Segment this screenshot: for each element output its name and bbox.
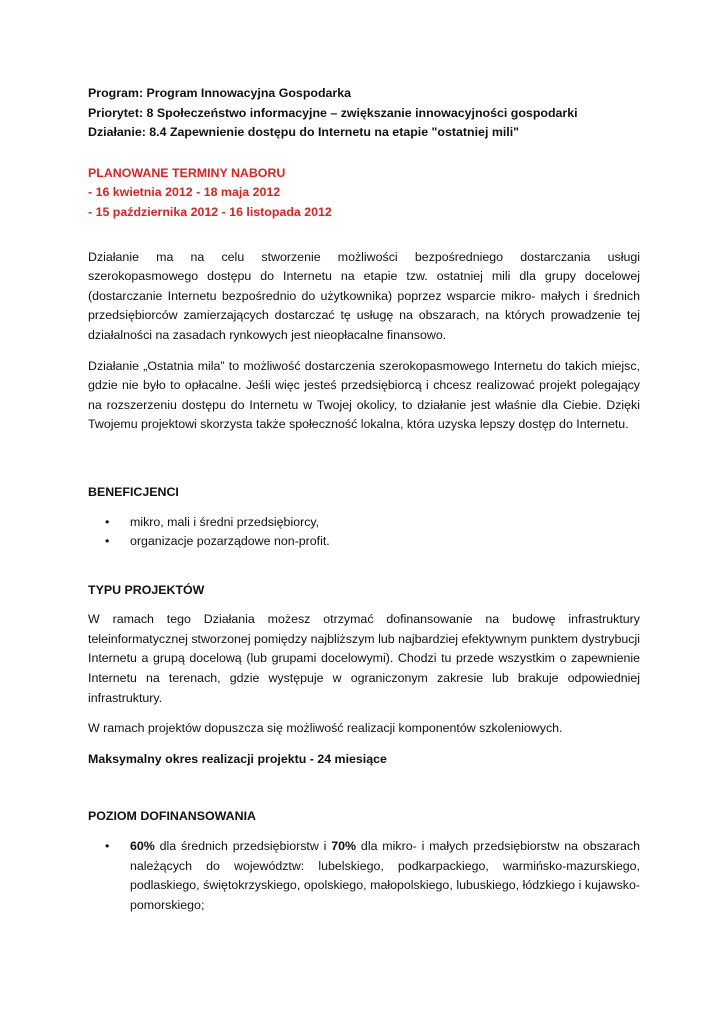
- project-types-paragraph-1: W ramach tego Działania możesz otrzymać dofinansowanie na budowę infrastruktury teleinformatycznej stworzonej pomiędzy najbliższym lub najbardziej efektywnym punktem dystrybucji Internetu a grupą docelową (lub grupami docelowymi). Chodzi tu przede wszystkim o zapewnienie Internetu na terenach, gdzie występuje w ograniczonym zakresie lub brakuje odpowiedniej infrastruktury.: [88, 612, 640, 705]
- beneficiaries-list: [88, 513, 640, 552]
- funding-percent-small: 70%: [331, 839, 357, 854]
- program-line: Program: Program Innowacyjna Gospodarka: [88, 86, 352, 100]
- list-item: [88, 532, 640, 552]
- recruitment-term-1: - 16 kwietnia 2012 - 18 maja 2012: [88, 185, 281, 200]
- list-item: [88, 513, 640, 533]
- list-item-text: organizacje pozarządowe non-profit.: [130, 534, 330, 549]
- project-types-paragraph-2: W ramach projektów dopuszcza się możliwość realizacji komponentów szkoleniowych.: [88, 721, 563, 736]
- recruitment-heading: PLANOWANE TERMINY NABORU: [88, 165, 286, 180]
- beneficiaries-heading: BENEFICJENCI: [88, 484, 179, 499]
- document-page: [88, 84, 640, 915]
- funding-text-2: dla mikro- i małych przedsiębiorstw na obszarach należących do województw: lubelskiego, podkarpackiego, warmińsko-mazurskiego, podlaskiego, świętokrzyskiego, opolskiego, małopolskiego, lubuskiego, łódzkiego i kujawsko-pomorskiego;: [130, 839, 640, 912]
- funding-percent-medium: 60%: [130, 839, 155, 854]
- bullet-icon: •: [105, 534, 110, 549]
- max-duration: Maksymalny okres realizacji projektu - 24 miesiące: [88, 751, 387, 766]
- list-item: [88, 837, 640, 915]
- funding-text-1: dla średnich przedsiębiorstw i: [154, 839, 332, 854]
- priority-line: Priorytet: 8 Społeczeństwo informacyjne – zwiększanie innowacyjności gospodarki: [88, 105, 578, 120]
- recruitment-term-2: - 15 października 2012 - 16 listopada 2012: [88, 204, 332, 219]
- intro-paragraph-2: Działanie „Ostatnia mila” to możliwość dostarczenia szerokopasmowego Internetu do takich miejsc, gdzie nie było to opłacalne. Jeśli więc jesteś przedsiębiorcą i chcesz realizować projekt polegający na rozszerzeniu dostępu do Internetu w Twojej okolicy, to działanie jest właśnie dla Ciebie. Dzięki Twojemu projektowi skorzysta także społeczność lokalna, która uzyska lepszy dostęp do Internetu.: [88, 358, 640, 432]
- bullet-icon: •: [105, 514, 110, 529]
- funding-list: [88, 837, 640, 915]
- funding-level-heading: POZIOM DOFINANSOWANIA: [88, 809, 256, 824]
- intro-paragraph-1: Działanie ma na celu stworzenie możliwości bezpośredniego dostarczania usługi szerokopasmowego dostępu do Internetu na etapie tzw. ostatniej mili dla grupy docelowej (dostarczanie Internetu bezpośrednio do użytkownika) poprzez wsparcie mikro- małych i średnich przedsiębiorców zamierzających dostarczać tę usługę na obszarach, na których prowadzenie tej działalności na zasadach rynkowych jest nieopłacalne finansowo.: [88, 249, 640, 342]
- action-line: Działanie: 8.4 Zapewnienie dostępu do Internetu na etapie "ostatniej mili": [88, 125, 520, 140]
- list-item-text: mikro, mali i średni przedsiębiorcy,: [130, 514, 320, 529]
- project-types-heading: TYPU PROJEKTÓW: [88, 582, 205, 597]
- bullet-icon: •: [105, 839, 110, 854]
